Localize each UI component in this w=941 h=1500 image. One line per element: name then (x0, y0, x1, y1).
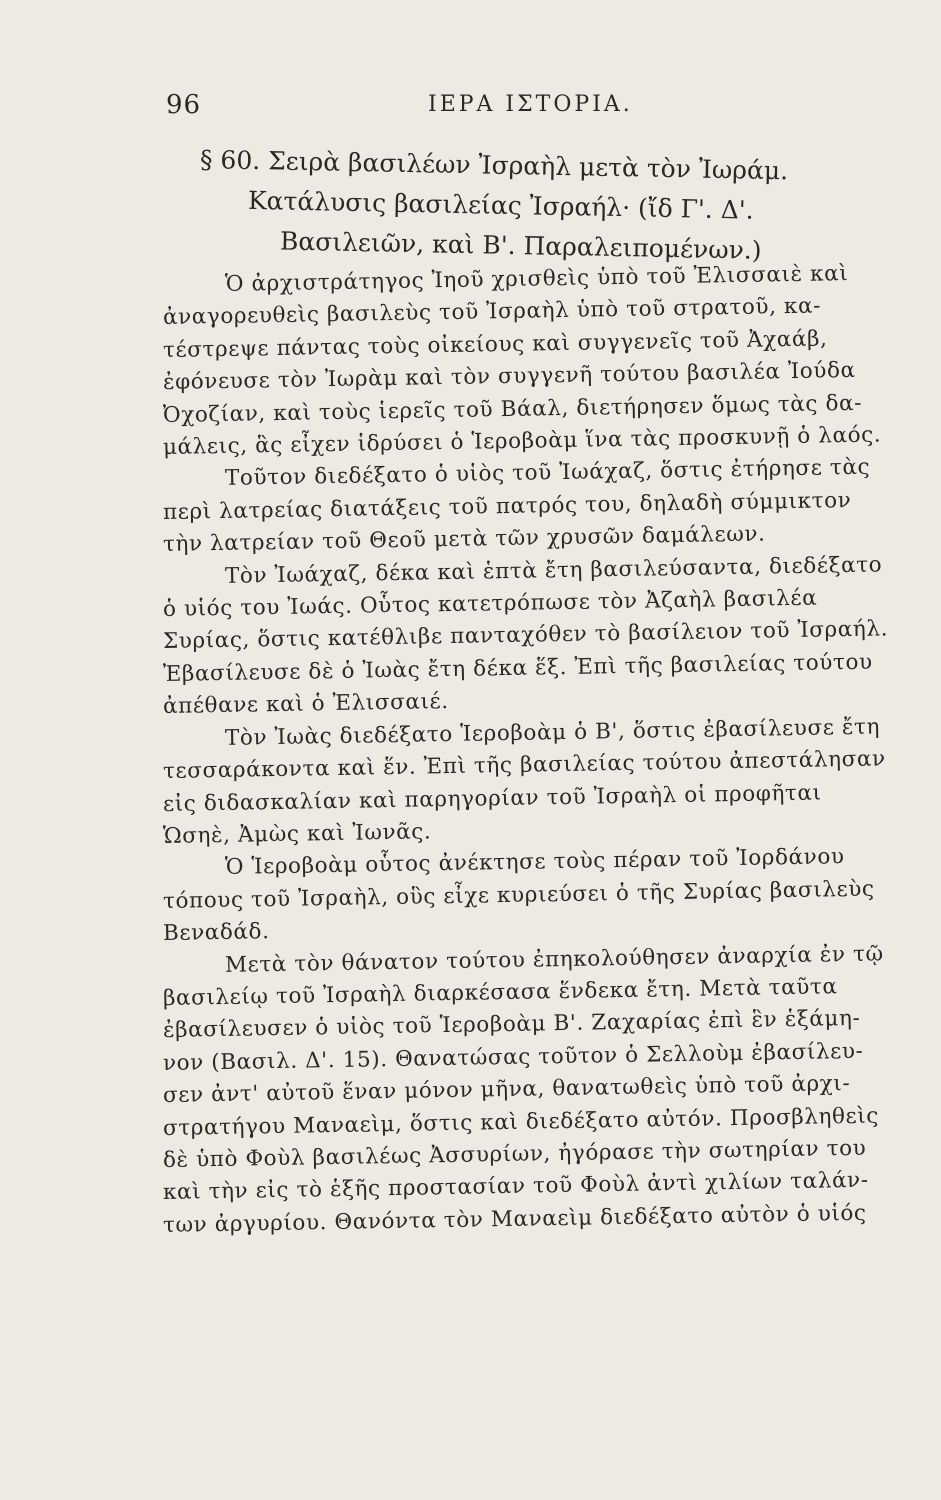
heading-line: Κατάλυσις βασιλείας Ἰσραήλ· (ἴδ Γ'. Δ'. (247, 185, 754, 225)
text-line: Ὡσηὲ, Ἀμὼς καὶ Ἰωνᾶς. (162, 819, 432, 849)
text-line: σεν ἀντ' αὐτοῦ ἕναν μόνον μῆνα, θανατωθεὶς ὑπὸ τοῦ ἀρχι- (162, 1071, 851, 1109)
text-line: τέστρεψε πάντας τοὺς οἰκείους καὶ συγγενεῖς τοῦ Ἀχαάβ, (162, 326, 828, 363)
text-line: περὶ λατρείας διατάξεις τοῦ πατρός του, δηλαδὴ σύμμικτον (162, 487, 852, 525)
text-line: ὁ υἱός του Ἰωάς. Οὗτος κατετρόπωσε τὸν Ἀζαὴλ βασιλέα (162, 585, 818, 623)
running-head (166, 90, 806, 130)
text-line: τὴν λατρείαν τοῦ Θεοῦ μετὰ τῶν χρυσῶν δαμάλεων. (162, 521, 766, 558)
heading-line: § 60. Σειρὰ βασιλέων Ἰσραὴλ μετὰ τὸν Ἰωράμ. (199, 145, 789, 186)
running-title: ΙΕΡΑ ΙΣΤΟΡΙΑ. (428, 92, 633, 117)
heading-line: Βασιλειῶν, καὶ Β'. Παραλειπομένων.) (279, 226, 762, 265)
text-line: ἀναγορευθεὶς βασιλεὺς τοῦ Ἰσραὴλ ὑπὸ τοῦ στρατοῦ, κα- (162, 293, 822, 331)
section-heading (199, 140, 840, 265)
text-line: Μετὰ τὸν θάνατον τούτου ἐπηκολούθησεν ἀναρχία ἐν τῷ (224, 940, 884, 978)
text-line: ἐβασίλευσεν ὁ υἱὸς τοῦ Ἱεροβοὰμ Β'. Ζαχαρίας ἐπὶ ἓν ἑξάμη- (162, 1006, 861, 1044)
text-line: ἐφόνευσε τὸν Ἰωρὰμ καὶ τὸν συγγενῆ τούτου βασιλέα Ἰούδα (162, 358, 856, 396)
page-number: 96 (166, 90, 202, 120)
text-line: καὶ τὴν εἰς τὸ ἑξῆς προστασίαν τοῦ Φοὺλ ἀντὶ χιλίων ταλάν- (162, 1168, 869, 1206)
text-line: τεσσαράκοντα καὶ ἕν. Ἐπὶ τῆς βασιλείας τούτου ἀπεστάλησαν (162, 746, 886, 785)
text-line: Ὀχοζίαν, καὶ τοὺς ἱερεῖς τοῦ Βάαλ, διετήρησεν ὅμως τὰς δα- (162, 390, 863, 428)
text-line: ἀπέθανε καὶ ὁ Ἐλισσαιέ. (162, 689, 449, 720)
text-line: των ἀργυρίου. Θανόντα τὸν Μαναεὶμ διεδέξατο αὐτὸν ὁ υἱός (162, 1200, 867, 1238)
text-line: δὲ ὑπὸ Φοὺλ βασιλέως Ἀσσυρίων, ἠγόρασε τὴν σωτηρίαν του (162, 1135, 867, 1173)
text-line: Ἐβασίλευσε δὲ ὁ Ἰωὰς ἔτη δέκα ἕξ. Ἐπὶ τῆς βασιλείας τούτου (162, 649, 873, 687)
text-line: νον (Βασιλ. Δ'. 15). Θανατώσας τοῦτον ὁ Σελλοὺμ ἐβασίλευ- (162, 1038, 864, 1076)
text-line: Τὸν Ἰωὰς διεδέξατο Ἱεροβοὰμ ὁ Β', ὅστις ἐβασίλευσε ἔτη (224, 714, 881, 751)
text-line: εἰς διδασκαλίαν καὶ παρηγορίαν τοῦ Ἰσραὴλ οἱ προφῆται (162, 780, 822, 817)
text-line: Ὁ ἀρχιστράτηγος Ἰηοῦ χρισθεὶς ὑπὸ τοῦ Ἐλισσαιὲ καὶ (224, 261, 849, 297)
text-line: βασιλείῳ τοῦ Ἰσραὴλ διαρκέσασα ἕνδεκα ἔτη. Μετὰ ταῦτα (162, 974, 838, 1011)
text-line: Βεναδάδ. (162, 919, 270, 947)
text-line: Τοῦτον διεδέξατο ὁ υἱὸς τοῦ Ἰωάχαζ, ὅστις ἐτήρησε τὰς (224, 455, 871, 492)
text-line: τόπους τοῦ Ἰσραὴλ, οὓς εἶχε κυριεύσει ὁ τῆς Συρίας βασιλεὺς (162, 876, 875, 914)
text-line: μάλεις, ἃς εἶχεν ἱδρύσει ὁ Ἱεροβοὰμ ἵνα τὰς προσκυνῇ ὁ λαός. (162, 422, 882, 461)
text-line: Συρίας, ὅστις κατέθλιβε πανταχόθεν τὸ βασίλειον τοῦ Ἰσραήλ. (162, 616, 889, 655)
text-line: στρατήγου Μαναεὶμ, ὅστις καὶ διεδέξατο αὐτόν. Προσβληθεὶς (162, 1103, 880, 1141)
text-line: Ὁ Ἱεροβοὰμ οὗτος ἀνέκτησε τοὺς πέραν τοῦ Ἰορδάνου (224, 844, 845, 881)
text-line: Τὸν Ἰωάχαζ, δέκα καὶ ἑπτὰ ἔτη βασιλεύσαντα, διεδέξατο (224, 552, 883, 589)
body-text (162, 261, 889, 1242)
